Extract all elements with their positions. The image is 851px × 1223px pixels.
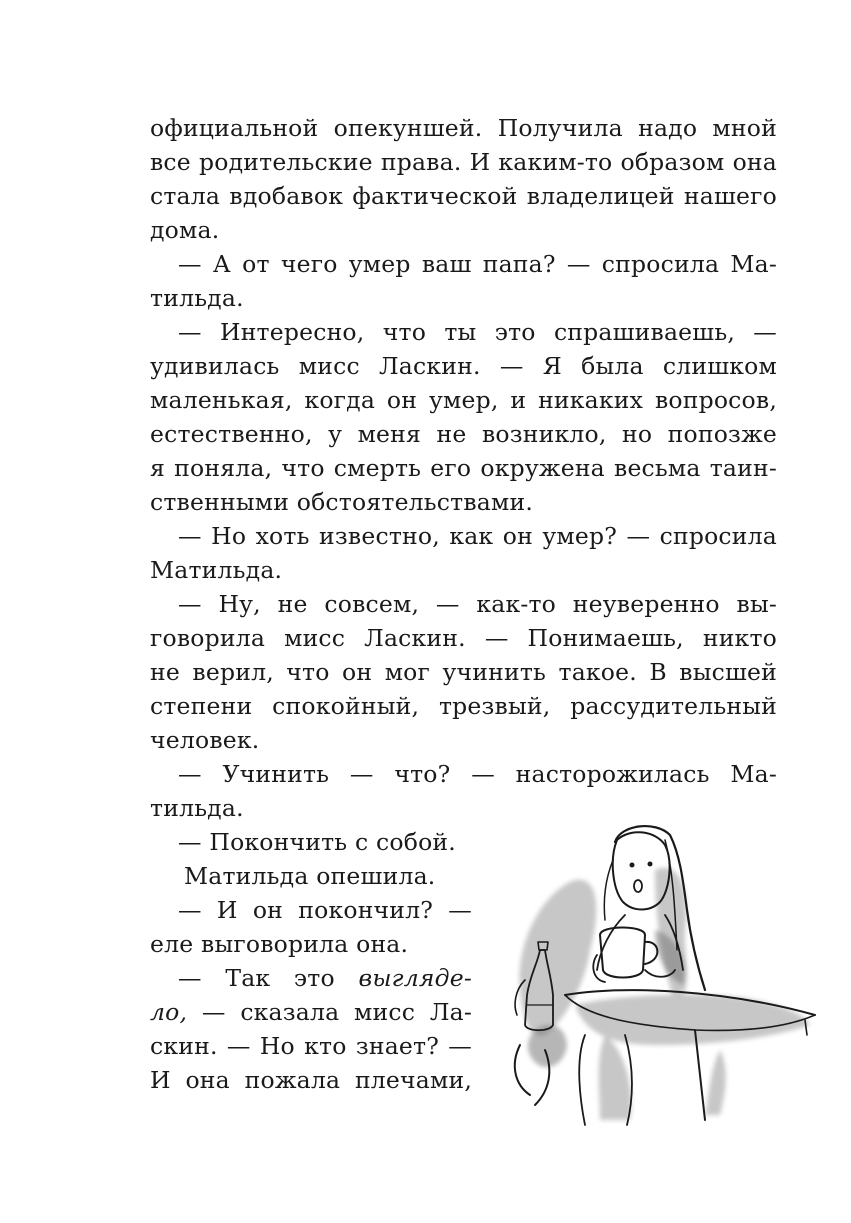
text-run: — Так это	[178, 964, 359, 992]
text-line: человек.	[150, 726, 260, 754]
text-line: Матильда.	[150, 556, 283, 584]
text-line	[150, 961, 472, 995]
text-line: дома.	[150, 216, 220, 244]
text-line: еле выговорила она.	[150, 930, 409, 958]
text-line: удивилась мисс Ласкин. — Я была слишком	[150, 352, 777, 380]
text-line: Матильда опешила.	[184, 862, 436, 890]
text-line: стала вдобавок фактической владелицей нашего	[150, 182, 777, 210]
text-line: — И он покончил? —	[178, 896, 472, 924]
text-line: тильда.	[150, 284, 244, 312]
text-line: — Ну, не совсем, — как-то неуверенно вы-	[178, 590, 777, 618]
text-line: — Но хоть известно, как он умер? — спросила	[178, 522, 777, 550]
text-line: — Покончить с собой.	[178, 828, 456, 856]
text-line: И она пожала плечами,	[150, 1066, 472, 1094]
girl-with-mug-illustration	[505, 820, 820, 1130]
text-run: — сказала мисс Ла-	[187, 998, 472, 1026]
text-line: — Учинить — что? — насторожилась Ма-	[178, 760, 777, 788]
text-line: маленькая, когда он умер, и никаких вопросов,	[150, 386, 777, 414]
text-line: степени спокойный, трезвый, рассудительный	[150, 692, 777, 720]
text-line: говорила мисс Ласкин. — Понимаешь, никто	[150, 624, 777, 652]
text-line: естественно, у меня не возникло, но попозже	[150, 420, 777, 448]
text-line: скин. — Но кто знает? —	[150, 1032, 472, 1060]
italic-word: ло,	[150, 998, 188, 1026]
text-line: все родительские права. И каким-то образом она	[150, 148, 777, 176]
text-line: ственными обстоятельствами.	[150, 488, 534, 516]
text-line: тильда.	[150, 794, 244, 822]
text-line: не верил, что он мог учинить такое. В высшей	[150, 658, 777, 686]
text-line: — А от чего умер ваш папа? — спросила Ма-	[178, 250, 777, 278]
italic-word: выглядe-	[358, 964, 472, 992]
text-line: — Интересно, что ты это спрашиваешь, —	[178, 318, 777, 346]
text-line: официальной опекуншей. Получила надо мной	[150, 114, 777, 142]
text-line	[150, 995, 472, 1029]
text-line: я поняла, что смерть его окружена весьма таин-	[150, 454, 777, 482]
